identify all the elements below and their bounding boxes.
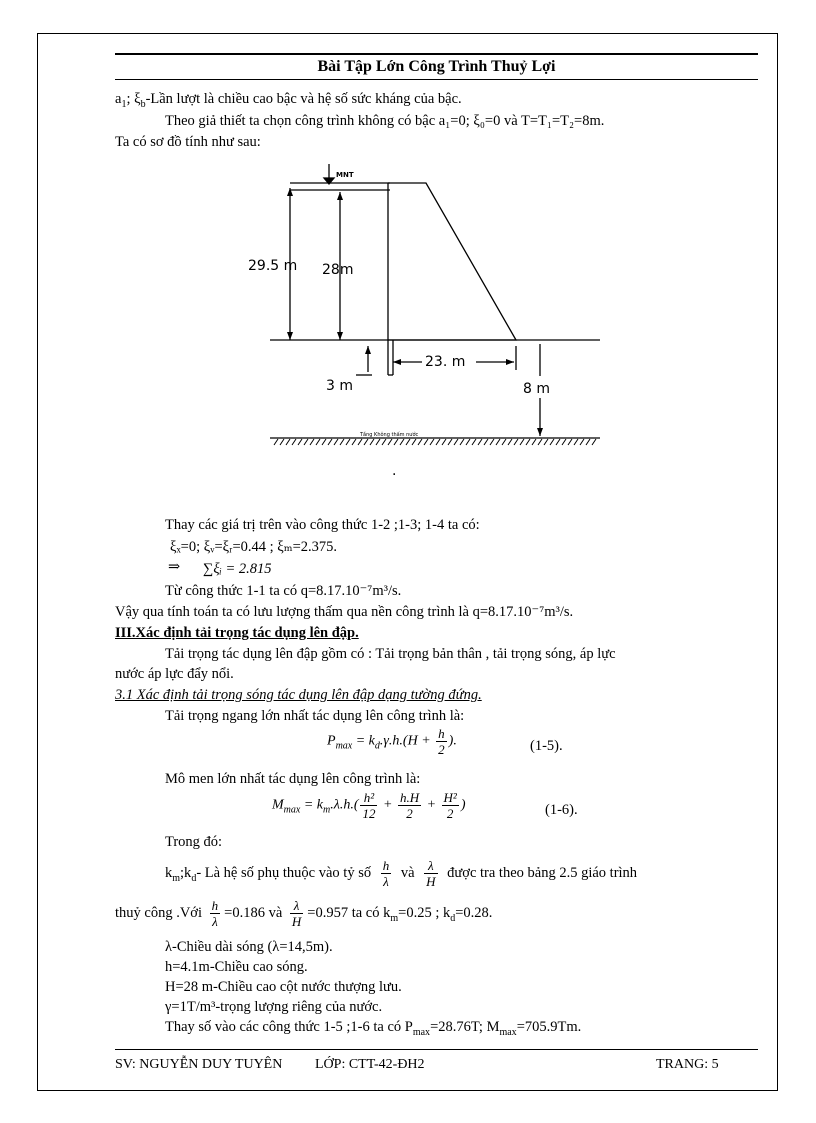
footer-class: LỚP: CTT-42-ĐH2 [315, 1057, 425, 1072]
subsection-3-1-heading: 3.1 Xác định tải trọng sóng tác dụng lên đập dạng tường đứng. [115, 687, 482, 703]
text-line-1: $a_1$; $\xi_b$-Lần lượt là chiều cao bậc và hệ số sức kháng của bậc. [115, 91, 462, 110]
pmax-intro: Tải trọng ngang lớn nhất tác dụng lên công trình là: [165, 708, 465, 724]
mmax-ref: (1-6). [545, 802, 578, 818]
final-results: Thay số vào các công thức 1-5 ;1-6 ta có $P_{max}=28.76T$; $M_{max}=705.9Tm$. [165, 1019, 582, 1038]
H-line: H=28 m-Chiều cao cột nước thượng lưu. [165, 979, 402, 995]
subst-intro: Thay các giá trị trên vào công thức 1-2 ;1-3; 1-4 ta có: [165, 517, 480, 533]
arrow-left-icon [393, 359, 401, 365]
header-bottom-rule [115, 79, 758, 80]
from-formula: Từ công thức 1-1 ta có q=8.17.10⁻⁷m³/s. [165, 583, 402, 599]
arrow-right-icon [506, 359, 514, 365]
text-line-2: Theo giả thiết ta chọn công trình không có bậc a₁=0; ξ₀=0 và T=T₁=T₂=8m. [165, 113, 605, 129]
gamma-line: γ=1T/m³-trọng lượng riêng của nước. [165, 999, 383, 1015]
sum-xi: ∑ξᵢ = 2.815 [203, 561, 272, 577]
footer-page: TRANG: 5 [656, 1057, 719, 1072]
xi-values: ξₓ=0; ξᵥ=ξᵣ=0.44 ; ξₘ=2.375. [170, 539, 338, 555]
arrow-up-icon [337, 192, 343, 200]
pmax-ref: (1-5). [530, 738, 563, 754]
loads-line-a: Tải trọng tác dụng lên đập gồm có : Tải trọng bản thân , tải trọng sóng, áp lực [165, 646, 616, 662]
dim-3-label: 3 m [326, 378, 353, 394]
dim-28-label: 28m [322, 262, 354, 278]
arrow-up-icon [365, 346, 371, 354]
km-kd-definition: $k_m;k_d-$ Là hệ số phụ thuộc vào tỷ số $\frac{h}{\lambda}$ và $\frac{\lambda}{H}$ được tra theo bảng 2.5 giáo trình [165, 858, 638, 890]
thuy-cong-line: thuỷ công .Với $\frac{h}{\lambda}$ =0.186 và $\frac{\lambda}{H}$ =0.957 ta có $k_m=0.25$ ; $k_d=0.28$. [115, 898, 493, 930]
arrow-down-icon [537, 428, 543, 436]
bedrock-label: Tầng Không thấm nước [360, 432, 419, 438]
loads-line-b: nước áp lực đẩy nổi. [115, 666, 234, 682]
mmax-intro: Mô men lớn nhất tác dụng lên công trình là: [165, 771, 421, 787]
dim-8-label: 8 m [523, 381, 550, 397]
h-line: h=4.1m-Chiều cao sóng. [165, 959, 308, 975]
diagram-dot: . [392, 463, 397, 479]
page-header-title: Bài Tập Lớn Công Trình Thuỷ Lợi [317, 58, 556, 75]
dim-23-label: 23. m [425, 354, 466, 370]
footer-student: SV: NGUYỄN DUY TUYÊN [115, 1057, 283, 1072]
mmax-formula: $M_{max} = k_m.\lambda.h$.( $\frac{\text{h²}}{12}$ + $\frac{h.H}{2}$ + $\frac{\text{H²}}{2}$ ) [272, 790, 466, 821]
where-label: Trong đó: [165, 834, 223, 850]
bedrock-hatching [274, 439, 596, 445]
implies-symbol: ⇒ [168, 559, 181, 575]
mnt-label: MNT [336, 171, 354, 179]
text-line-3: Ta có sơ đồ tính như sau: [115, 134, 261, 150]
arrow-down-icon [337, 332, 343, 340]
dam-diagram [240, 150, 610, 479]
lambda-line: λ-Chiều dài sóng (λ=14,5m). [165, 939, 333, 955]
dim-29-5-label: 29.5 m [248, 258, 298, 274]
section-3-heading: III.Xác định tải trọng tác dụng lên đập. [115, 625, 359, 641]
arrow-up-icon [287, 188, 293, 196]
pmax-formula: $P_{max} = k_d.\gamma.h.(H$ + $\frac{h}{2}$ ). [327, 726, 457, 757]
dam-body [388, 183, 516, 340]
header-top-rule [115, 53, 758, 55]
footer-rule [115, 1049, 758, 1050]
arrow-down-icon [287, 332, 293, 340]
conclusion: Vậy qua tính toán ta có lưu lượng thấm qua nền công trình là q=8.17.10⁻⁷m³/s. [115, 604, 574, 620]
